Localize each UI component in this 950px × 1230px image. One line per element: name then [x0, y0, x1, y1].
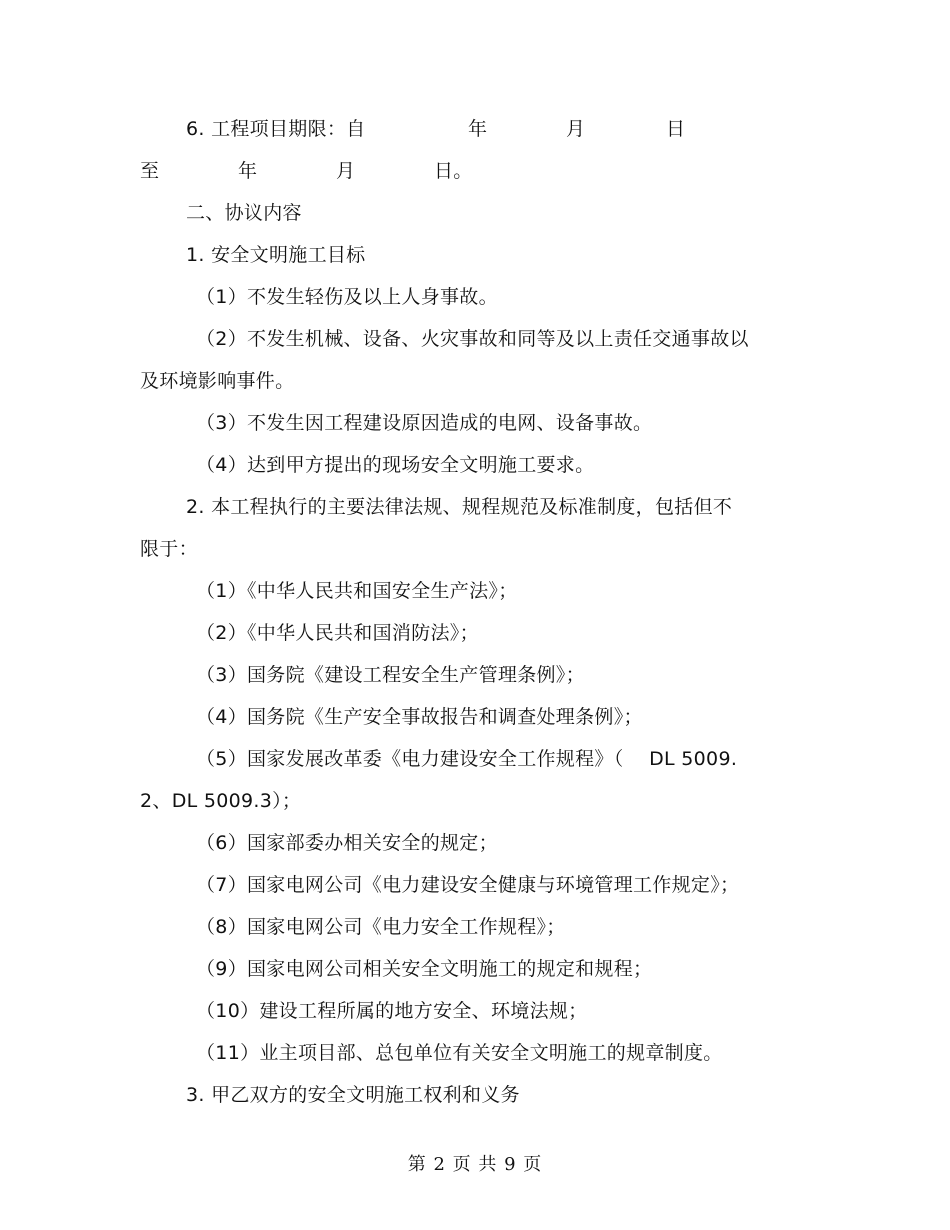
- document-body: [0, 108, 950, 1116]
- clause-item: （1）不发生轻伤及以上人身事故。: [196, 286, 498, 308]
- clause-heading-3: 3. 甲乙双方的安全文明施工权利和义务: [186, 1084, 520, 1106]
- regulation-item: （7）国家电网公司《电力建设安全健康与环境管理工作规定》；: [196, 874, 740, 896]
- term-year-start: 年: [468, 118, 488, 140]
- regulation-item: （10）建设工程所属的地方安全、环境法规；: [196, 1000, 588, 1022]
- term-day-end: 日。: [434, 160, 473, 182]
- clause-heading-2: 2. 本工程执行的主要法律法规、规程规范及标准制度，包括但不: [186, 496, 733, 518]
- regulation-item: （5）国家发展改革委《电力建设安全工作规程》（ DL 5009.: [196, 748, 738, 770]
- page-number-footer: 第 2 页 共 9 页: [407, 1154, 543, 1175]
- regulation-item: （3）国务院《建设工程安全生产管理条例》；: [196, 664, 585, 686]
- clause-item: （4）达到甲方提出的现场安全文明施工要求。: [196, 454, 595, 476]
- term-label: 6. 工程项目期限：自: [186, 118, 366, 140]
- regulation-item: （2）《中华人民共和国消防法》；: [196, 622, 479, 644]
- term-line-1: [0, 108, 950, 150]
- regulation-item: （9）国家电网公司相关安全文明施工的规定和规程；: [196, 958, 653, 980]
- clause-item: （3）不发生因工程建设原因造成的电网、设备事故。: [196, 412, 653, 434]
- regulation-item: （11）业主项目部、总包单位有关安全文明施工的规章制度。: [196, 1042, 723, 1064]
- term-month-end: 月: [336, 160, 356, 182]
- regulation-item: （4）国务院《生产安全事故报告和调查处理条例》；: [196, 706, 643, 728]
- clause-item: （2）不发生机械、设备、火灾事故和同等及以上责任交通事故以: [196, 328, 749, 350]
- regulation-item: （1）《中华人民共和国安全生产法》；: [196, 580, 518, 602]
- regulation-item: （6）国家部委办相关安全的规定；: [196, 832, 498, 854]
- clause-heading-1: 1. 安全文明施工目标: [186, 244, 366, 266]
- section-heading-agreement: 二、协议内容: [186, 202, 302, 224]
- term-year-end: 年: [238, 160, 258, 182]
- term-day-start: 日: [666, 118, 686, 140]
- term-month-start: 月: [566, 118, 586, 140]
- regulation-item-continuation: 2、DL 5009.3）；: [140, 790, 302, 812]
- term-to: 至: [140, 160, 160, 182]
- clause-heading-continuation: 限于：: [140, 538, 198, 560]
- regulation-item: （8）国家电网公司《电力安全工作规程》；: [196, 916, 566, 938]
- term-line-2: [0, 150, 950, 192]
- clause-item-continuation: 及环境影响事件。: [140, 370, 295, 392]
